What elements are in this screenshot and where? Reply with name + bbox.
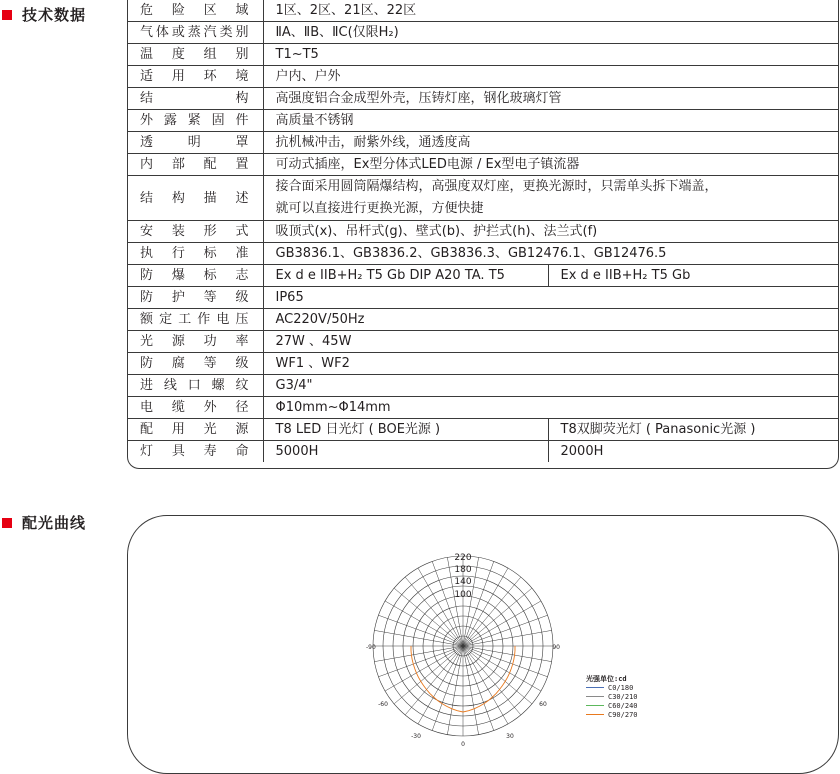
angle-label: -30 bbox=[411, 733, 421, 740]
spec-label: 适用环境 bbox=[128, 66, 263, 88]
legend-swatch bbox=[586, 687, 604, 688]
spec-section-header bbox=[0, 4, 86, 25]
spec-value-line: 就可以直接进行更换光源，方便快捷 bbox=[275, 201, 484, 216]
spec-section-title: 技术数据 bbox=[22, 6, 87, 24]
spec-value: 户内、户外 bbox=[263, 66, 838, 88]
spec-value: 高强度铝合金成型外壳，压铸灯座，钢化玻璃灯管 bbox=[263, 88, 838, 110]
chart-legend bbox=[586, 674, 638, 719]
spec-row bbox=[128, 44, 838, 66]
spec-row bbox=[128, 243, 838, 265]
light-distribution-panel bbox=[127, 515, 839, 774]
spec-label: 防爆标志 bbox=[128, 265, 263, 287]
spec-value: 可动式插座，Ex型分体式LED电源 / Ex型电子镇流器 bbox=[263, 154, 838, 176]
spec-row bbox=[128, 287, 838, 309]
spec-label: 温度组别 bbox=[128, 44, 263, 66]
spec-value: 1区、2区、21区、22区 bbox=[263, 0, 838, 22]
spec-label: 额定工作电压 bbox=[128, 309, 263, 331]
spec-label: 电缆外径 bbox=[128, 397, 263, 419]
legend-label: C30/210 bbox=[608, 692, 638, 701]
radial-tick-label: 140 bbox=[454, 577, 472, 587]
spec-value: 27W 、45W bbox=[263, 331, 838, 353]
spec-label: 外露紧固件 bbox=[128, 110, 263, 132]
spec-value: T1~T5 bbox=[263, 44, 838, 66]
radial-tick-label: 100 bbox=[454, 590, 472, 600]
spec-value: 抗机械冲击，耐紫外线，通透度高 bbox=[263, 132, 838, 154]
spec-label: 结构描述 bbox=[128, 176, 263, 221]
spec-label: 执行标准 bbox=[128, 243, 263, 265]
spec-row bbox=[128, 265, 838, 287]
angle-label: 30 bbox=[506, 733, 514, 740]
spec-label: 安装形式 bbox=[128, 221, 263, 243]
spec-value-line: 接合面采用圆筒隔爆结构，高强度双灯座，更换光源时，只需单头拆下端盖， bbox=[275, 179, 718, 194]
spec-row bbox=[128, 375, 838, 397]
spec-value: 高质量不锈钢 bbox=[263, 110, 838, 132]
spec-label: 危险区域 bbox=[128, 0, 263, 22]
spec-value: 吸顶式(x)、吊杆式(g)、壁式(b)、护拦式(h)、法兰式(f) bbox=[263, 221, 838, 243]
spec-value: WF1 、WF2 bbox=[263, 353, 838, 375]
spec-value: 5000H bbox=[263, 441, 548, 463]
angle-label: 90 bbox=[552, 644, 560, 651]
spec-row bbox=[128, 353, 838, 375]
spec-row bbox=[128, 419, 838, 441]
bullet-square-icon bbox=[2, 10, 12, 20]
polar-chart bbox=[363, 546, 563, 746]
legend-label: C60/240 bbox=[608, 701, 638, 710]
legend-item bbox=[586, 692, 638, 701]
legend-item bbox=[586, 701, 638, 710]
spec-label: 内部配置 bbox=[128, 154, 263, 176]
spec-row bbox=[128, 221, 838, 243]
curve-section-title: 配光曲线 bbox=[22, 514, 87, 532]
legend-item bbox=[586, 683, 638, 692]
legend-item bbox=[586, 710, 638, 719]
spec-label: 透明罩 bbox=[128, 132, 263, 154]
spec-value-secondary: T8双脚荧光灯 ( Panasonic光源 ) bbox=[548, 419, 838, 441]
legend-label: C90/270 bbox=[608, 710, 638, 719]
spec-label: 气体或蒸汽类别 bbox=[128, 22, 263, 44]
angle-label: 0 bbox=[461, 741, 465, 746]
spec-table-container bbox=[127, 0, 839, 469]
spec-row bbox=[128, 110, 838, 132]
spec-label: 防护等级 bbox=[128, 287, 263, 309]
spec-value: G3/4" bbox=[263, 375, 838, 397]
legend-swatch bbox=[586, 705, 604, 706]
spec-value-secondary: Ex d e IIB+H₂ T5 Gb bbox=[548, 265, 838, 287]
spec-value-secondary: 2000H bbox=[560, 444, 604, 459]
legend-swatch bbox=[586, 696, 604, 697]
spec-label: 防腐等级 bbox=[128, 353, 263, 375]
spec-row bbox=[128, 88, 838, 110]
curve-section-header bbox=[0, 512, 86, 533]
spec-value: AC220V/50Hz bbox=[263, 309, 838, 331]
spec-row bbox=[128, 397, 838, 419]
spec-row bbox=[128, 22, 838, 44]
spec-row bbox=[128, 132, 838, 154]
angle-label: -90 bbox=[366, 644, 376, 651]
bullet-square-icon bbox=[2, 518, 12, 528]
spec-value: IP65 bbox=[263, 287, 838, 309]
spec-label: 结构 bbox=[128, 88, 263, 110]
legend-label: C0/180 bbox=[608, 683, 634, 692]
spec-value: Φ10mm~Φ14mm bbox=[263, 397, 838, 419]
spec-row bbox=[128, 154, 838, 176]
spec-label: 配用光源 bbox=[128, 419, 263, 441]
legend-title: 光强单位:cd bbox=[586, 674, 627, 683]
spec-row bbox=[128, 441, 838, 463]
spec-label: 光源功率 bbox=[128, 331, 263, 353]
radial-tick-label: 220 bbox=[454, 553, 472, 563]
spec-row bbox=[128, 331, 838, 353]
spec-label: 灯具寿命 bbox=[128, 441, 263, 463]
spec-row bbox=[128, 66, 838, 88]
legend-swatch bbox=[586, 714, 604, 715]
angle-label: -60 bbox=[378, 701, 388, 708]
angle-label: 60 bbox=[539, 701, 547, 708]
spec-value: GB3836.1、GB3836.2、GB3836.3、GB12476.1、GB12476.5 bbox=[263, 243, 838, 265]
spec-value: Ex d e IIB+H₂ T5 Gb DIP A20 TA. T5 bbox=[263, 265, 548, 287]
spec-table bbox=[128, 0, 838, 462]
spec-value: ⅡA、ⅡB、ⅡC(仅限H₂) bbox=[263, 22, 838, 44]
spec-value bbox=[263, 176, 838, 221]
radial-tick-label: 180 bbox=[454, 565, 472, 575]
spec-row bbox=[128, 309, 838, 331]
spec-value: T8 LED 日光灯 ( BOE光源 ) bbox=[263, 419, 548, 441]
spec-row bbox=[128, 0, 838, 22]
spec-label: 进线口螺纹 bbox=[128, 375, 263, 397]
spec-row bbox=[128, 176, 838, 221]
